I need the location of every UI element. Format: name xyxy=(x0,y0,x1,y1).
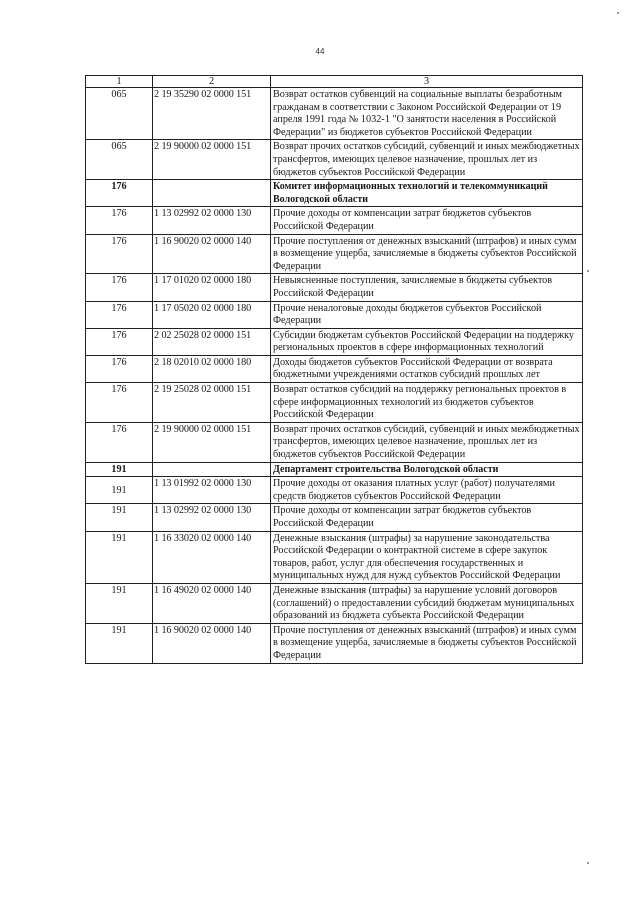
admin-code-cell: 065 xyxy=(86,88,153,140)
column-header-budget-code: 2 xyxy=(153,76,271,88)
table-row xyxy=(86,234,583,274)
revenue-name-cell: Невыясненные поступления, зачисляемые в бюджеты субъектов Российской Федерации xyxy=(271,274,583,301)
budget-code-cell: 2 02 25028 02 0000 151 xyxy=(153,328,271,355)
revenue-name-cell: Возврат остатков субсидий на поддержку региональных проектов в сфере информационных технологий из бюджетов субъектов Российской Федерации xyxy=(271,383,583,423)
admin-code-cell: 191 xyxy=(86,477,153,504)
budget-code-cell: 1 16 90020 02 0000 140 xyxy=(153,623,271,663)
budget-code-cell: 1 16 33020 02 0000 140 xyxy=(153,531,271,583)
table-section-row xyxy=(86,462,583,477)
budget-code-cell: 1 16 90020 02 0000 140 xyxy=(153,234,271,274)
budget-code-cell xyxy=(153,462,271,477)
table-header-row xyxy=(86,76,583,88)
budget-revenue-table xyxy=(85,75,583,664)
admin-code-cell: 176 xyxy=(86,355,153,382)
revenue-name-cell: Прочие поступления от денежных взысканий (штрафов) и иных сумм в возмещение ущерба, зачисляемые в бюджеты субъектов Российской Федерации xyxy=(271,623,583,663)
table-row xyxy=(86,301,583,328)
revenue-name-cell: Доходы бюджетов субъектов Российской Федерации от возврата бюджетными учреждениями остатков субсидий прошлых лет xyxy=(271,355,583,382)
table-row xyxy=(86,383,583,423)
admin-code-cell: 191 xyxy=(86,583,153,623)
budget-code-cell: 2 19 35290 02 0000 151 xyxy=(153,88,271,140)
admin-code-cell: 176 xyxy=(86,422,153,462)
scan-dot xyxy=(587,270,589,272)
admin-code-cell: 176 xyxy=(86,301,153,328)
table-row xyxy=(86,531,583,583)
scan-dot xyxy=(587,862,589,864)
department-name-cell: Комитет информационных технологий и телекоммуникаций Вологодской области xyxy=(271,180,583,207)
scan-dot xyxy=(617,12,619,14)
admin-code-cell: 191 xyxy=(86,531,153,583)
table-row xyxy=(86,140,583,180)
budget-code-cell: 1 13 02992 02 0000 130 xyxy=(153,504,271,531)
revenue-name-cell: Прочие поступления от денежных взысканий (штрафов) и иных сумм в возмещение ущерба, зачисляемые в бюджеты субъектов Российской Федерации xyxy=(271,234,583,274)
table-section-row xyxy=(86,180,583,207)
budget-code-cell: 2 19 25028 02 0000 151 xyxy=(153,383,271,423)
table-body xyxy=(86,88,583,664)
table-row xyxy=(86,504,583,531)
admin-code-cell: 191 xyxy=(86,504,153,531)
budget-code-cell: 1 17 05020 02 0000 180 xyxy=(153,301,271,328)
admin-code-cell: 191 xyxy=(86,623,153,663)
admin-code-cell: 176 xyxy=(86,274,153,301)
table-row xyxy=(86,355,583,382)
column-header-admin-code: 1 xyxy=(86,76,153,88)
table-row xyxy=(86,623,583,663)
table-row xyxy=(86,477,583,504)
budget-code-cell: 2 19 90000 02 0000 151 xyxy=(153,140,271,180)
budget-code-cell: 1 16 49020 02 0000 140 xyxy=(153,583,271,623)
budget-code-cell xyxy=(153,180,271,207)
admin-code-cell: 176 xyxy=(86,328,153,355)
revenue-name-cell: Прочие доходы от компенсации затрат бюджетов субъектов Российской Федерации xyxy=(271,207,583,234)
table-row xyxy=(86,583,583,623)
revenue-name-cell: Субсидии бюджетам субъектов Российской Федерации на поддержку региональных проектов в сфере информационных технологий xyxy=(271,328,583,355)
table-row xyxy=(86,422,583,462)
revenue-name-cell: Возврат прочих остатков субсидий, субвенций и иных межбюджетных трансфертов, имеющих целевое назначение, прошлых лет из бюджетов субъектов Российской Федерации xyxy=(271,140,583,180)
page-number: 44 xyxy=(315,47,325,56)
budget-code-cell: 1 13 02992 02 0000 130 xyxy=(153,207,271,234)
revenue-name-cell: Возврат остатков субвенций на социальные выплаты безработным гражданам в соответствии с Законом Российской Федерации от 19 апреля 1991 года № 1032-1 "О занятости населения в Российской Федерации" из бюджетов субъектов Российской Федерации xyxy=(271,88,583,140)
column-header-revenue-name: 3 xyxy=(271,76,583,88)
budget-code-cell: 2 18 02010 02 0000 180 xyxy=(153,355,271,382)
budget-code-cell: 2 19 90000 02 0000 151 xyxy=(153,422,271,462)
revenue-name-cell: Денежные взыскания (штрафы) за нарушение условий договоров (соглашений) о предоставлении субсидий бюджетам муниципальных образований из бюджета субъекта Российской Федерации xyxy=(271,583,583,623)
admin-code-cell: 191 xyxy=(86,462,153,477)
admin-code-cell: 176 xyxy=(86,207,153,234)
revenue-name-cell: Прочие неналоговые доходы бюджетов субъектов Российской Федерации xyxy=(271,301,583,328)
table-row xyxy=(86,274,583,301)
admin-code-cell: 065 xyxy=(86,140,153,180)
table-row xyxy=(86,88,583,140)
department-name-cell: Департамент строительства Вологодской области xyxy=(271,462,583,477)
revenue-name-cell: Возврат прочих остатков субсидий, субвенций и иных межбюджетных трансфертов, имеющих целевое назначение, прошлых лет из бюджетов субъектов Российской Федерации xyxy=(271,422,583,462)
revenue-name-cell: Денежные взыскания (штрафы) за нарушение законодательства Российской Федерации о контрактной системе в сфере закупок товаров, работ, услуг для обеспечения государственных и муниципальных нужд для нужд субъектов Российской Федерации xyxy=(271,531,583,583)
admin-code-cell: 176 xyxy=(86,180,153,207)
revenue-name-cell: Прочие доходы от оказания платных услуг (работ) получателями средств бюджетов субъектов Российской Федерации xyxy=(271,477,583,504)
admin-code-cell: 176 xyxy=(86,234,153,274)
table-row xyxy=(86,328,583,355)
budget-code-cell: 1 13 01992 02 0000 130 xyxy=(153,477,271,504)
table-row xyxy=(86,207,583,234)
admin-code-cell: 176 xyxy=(86,383,153,423)
budget-code-cell: 1 17 01020 02 0000 180 xyxy=(153,274,271,301)
revenue-name-cell: Прочие доходы от компенсации затрат бюджетов субъектов Российской Федерации xyxy=(271,504,583,531)
